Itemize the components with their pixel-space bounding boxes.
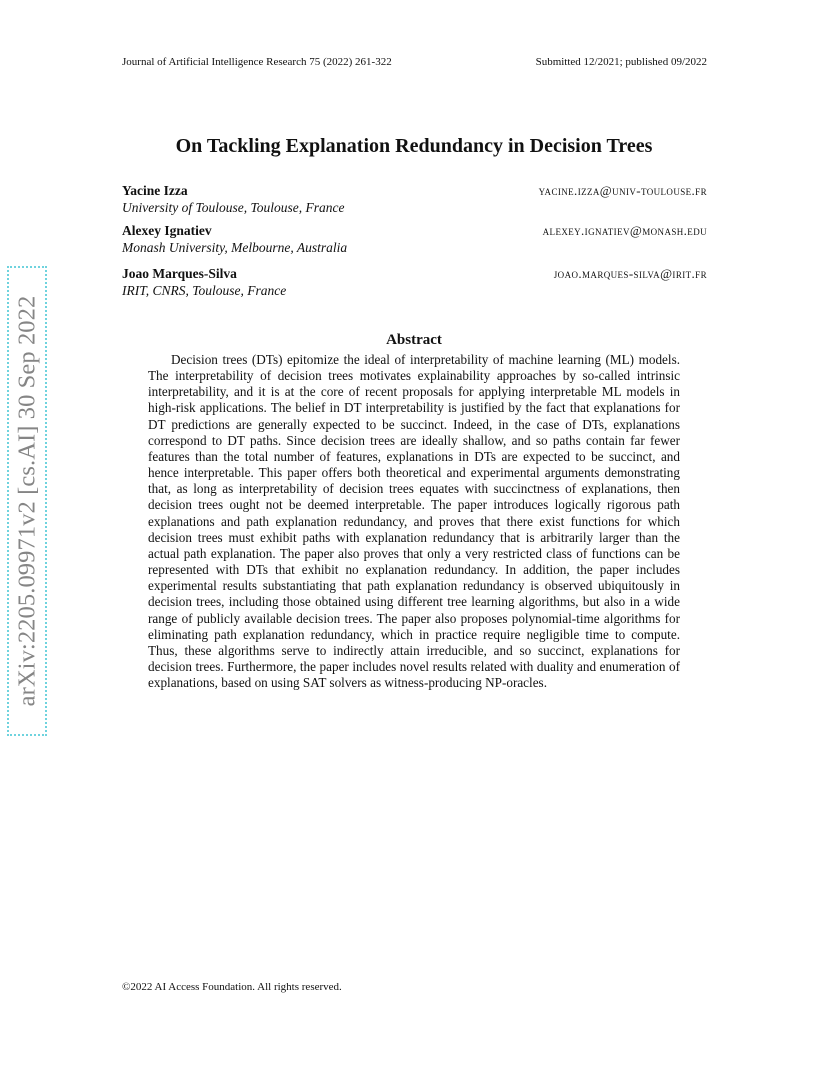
author-name: Joao Marques-Silva	[122, 266, 237, 281]
copyright-footer: ©2022 AI Access Foundation. All rights reserved.	[122, 981, 342, 993]
abstract-body: Decision trees (DTs) epitomize the ideal of interpretability of machine learning (ML) models. The interpretability of decision trees motivates explainability approaches by so-called intrinsic interpretability, and it is at the core of recent proposals for applying interpretable ML models in high-risk applications. The belief in DT interpretability is justified by the fact that explanations for DT predictions are generally expected to be succinct. Indeed, in the case of DTs, explanations correspond to DT paths. Since decision trees are ideally shallow, and so paths contain far fewer features than the total number of features, explanations in DTs are expected to be succinct, and hence interpretable. This paper offers both theoretical and experimental arguments demonstrating that, as long as interpretability of decision trees equates with succinctness of explanations, then decision trees ought not be deemed interpretable. The paper introduces logically rigorous path explanations and path explanation redundancy, and proves that there exist functions for which decision trees must exhibit paths with explanation redundancy that is arbitrarily larger than the actual path explanation. The paper also proves that only a very restricted class of functions can be represented with DTs that exhibit no explanation redundancy. In addition, the paper includes experimental results substantiating that path explanation redundancy is observed ubiquitously in decision trees, including those obtained using different tree learning algorithms, but also in a wide range of publicly available decision trees. The paper also proposes polynomial-time algorithms for eliminating path explanation redundancy, which in practice require negligible time to compute. Thus, these algorithms serve to indirectly attain irreducible, and so succinct, explanations for decision trees. Furthermore, the paper includes novel results related with duality and enumeration of explanations, based on using SAT solvers as witness-producing NP-oracles.	[148, 352, 680, 691]
author-email: joao.marques-silva@irit.fr	[553, 266, 707, 281]
journal-citation: Journal of Artificial Intelligence Research 75 (2022) 261-322	[122, 56, 392, 68]
abstract-heading: Abstract	[386, 332, 442, 348]
author-name: Alexey Ignatiev	[122, 223, 212, 238]
author-affiliation: IRIT, CNRS, Toulouse, France	[122, 283, 287, 298]
author-block	[122, 265, 707, 299]
author-email: yacine.izza@univ-toulouse.fr	[538, 183, 707, 198]
author-block	[122, 222, 707, 256]
paper-title: On Tackling Explanation Redundancy in Decision Trees	[175, 135, 653, 157]
author-name: Yacine Izza	[122, 183, 188, 198]
author-block	[122, 182, 707, 216]
arxiv-identifier: arXiv:2205.09971v2 [cs.AI] 30 Sep 2022	[13, 295, 40, 707]
author-affiliation: University of Toulouse, Toulouse, France	[122, 200, 345, 215]
author-email: alexey.ignatiev@monash.edu	[542, 223, 707, 238]
running-head	[122, 56, 707, 69]
author-affiliation: Monash University, Melbourne, Australia	[122, 240, 348, 255]
submission-dates: Submitted 12/2021; published 09/2022	[535, 56, 707, 68]
